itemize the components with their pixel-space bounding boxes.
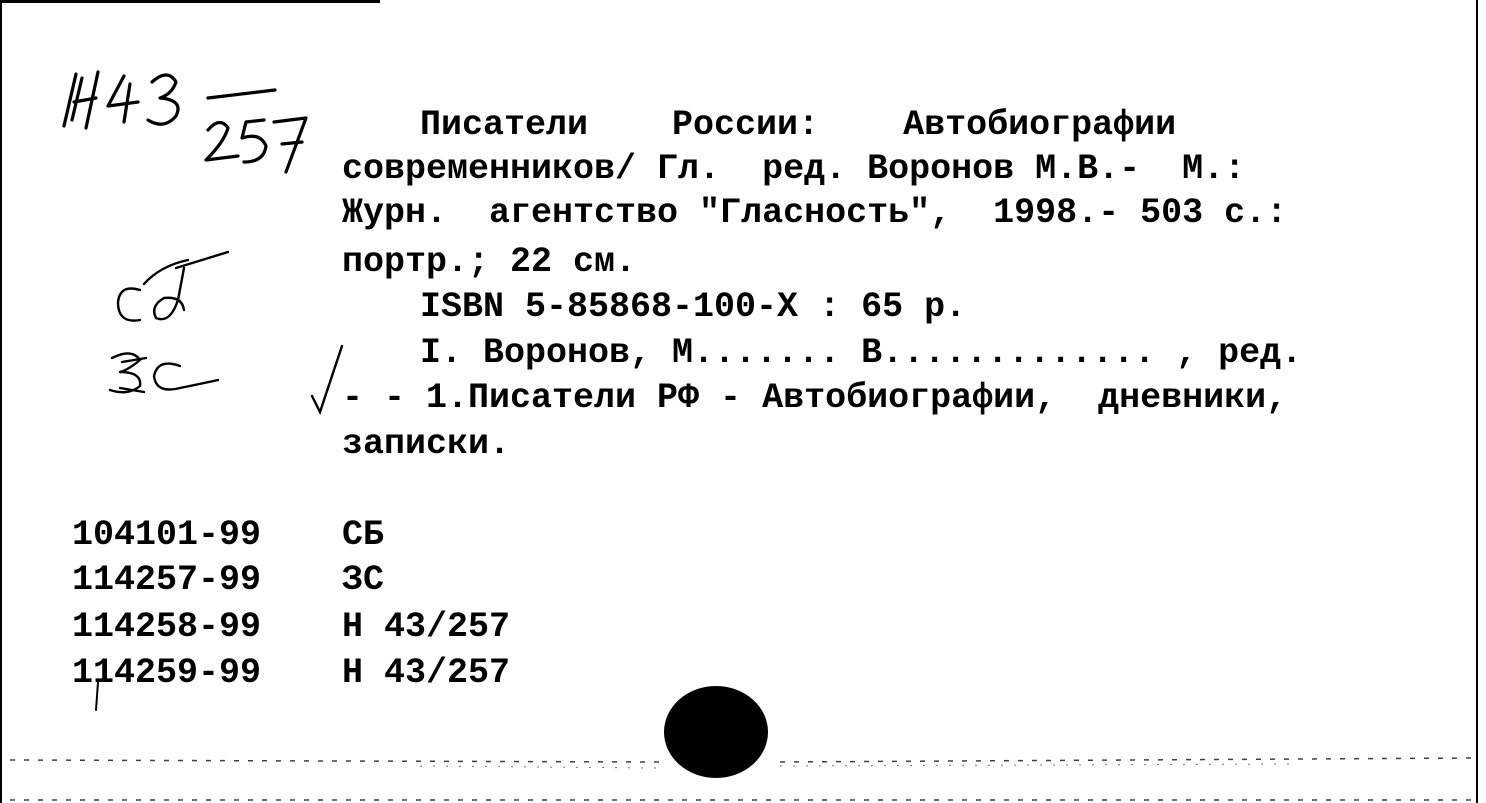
handwritten-marginal-notes [100, 240, 240, 410]
description-line-3: Журн. агентство "Гласность", 1998.- 503 с.: [342, 193, 1288, 233]
isbn-line: ISBN 5-85868-100-X : 65 р. [420, 287, 967, 327]
holding-location: ЗС [342, 560, 385, 600]
card-left-border [0, 0, 2, 803]
card-top-border [0, 0, 380, 3]
handwritten-shelfmark [60, 62, 320, 182]
card-right-border [1476, 0, 1478, 803]
holding-location: Н 43/257 [342, 607, 511, 647]
holding-location: СБ [342, 515, 385, 555]
subject-heading-line: - - 1.Писатели РФ - Автобиографии, дневники, [342, 378, 1288, 418]
description-line-4: портр.; 22 см. [342, 242, 637, 282]
description-line-1: Писатели России: Автобиографии [420, 105, 1177, 145]
scan-noise [0, 740, 1486, 803]
subject-heading-line-2: записки. [342, 424, 511, 464]
holding-number: 114257-99 [72, 560, 262, 600]
added-entry-line: I. Воронов, М....... В............. , ред. [420, 333, 1303, 373]
holding-location: Н 43/257 [342, 653, 511, 693]
handwritten-tick [88, 680, 108, 714]
holding-number: 114258-99 [72, 607, 262, 647]
description-line-2: современников/ Гл. ред. Воронов М.В.- М.: [342, 149, 1246, 189]
holding-number: 104101-99 [72, 515, 262, 555]
holding-number: 114259-99 [72, 653, 262, 693]
